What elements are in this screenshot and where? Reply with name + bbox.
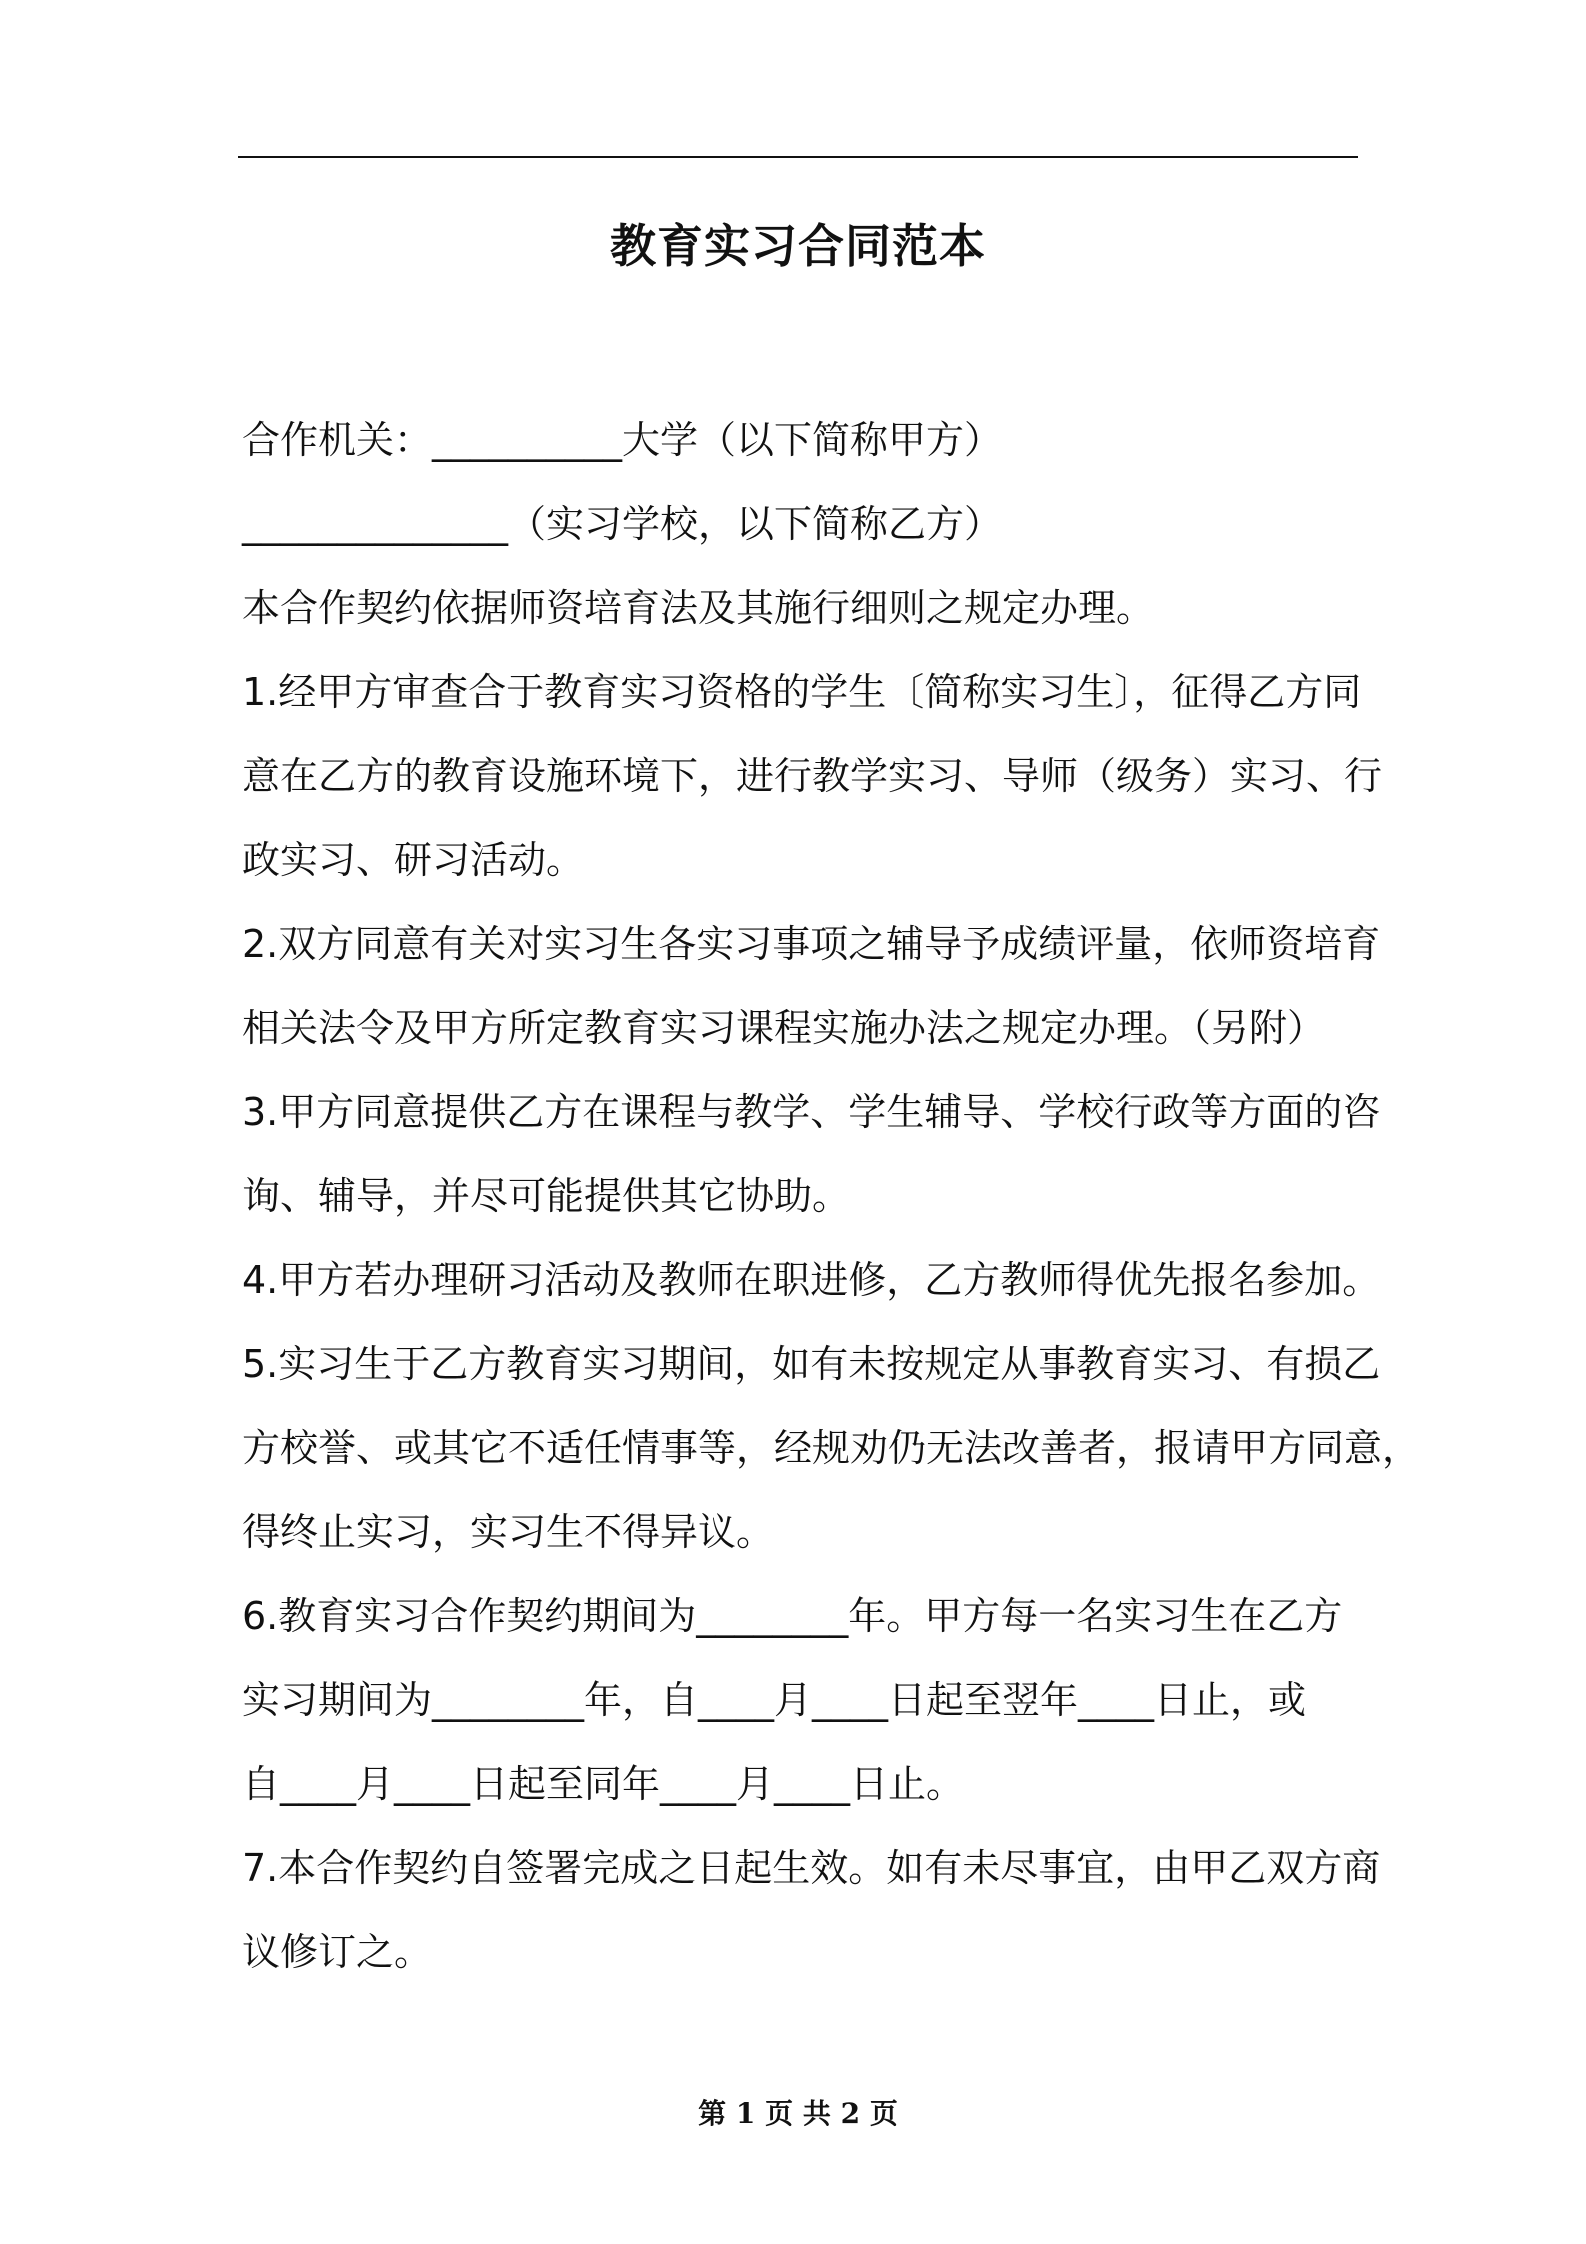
text-line-clause-6c: 自____月____日起至同年____月____日止。 bbox=[242, 1762, 965, 1806]
text-line-clause-5a: 5.实习生于乙方教育实习期间，如有未按规定从事教育实习、有损乙 bbox=[242, 1342, 1381, 1386]
document-title: 教育实习合同范本 bbox=[610, 219, 986, 273]
text-line-clause-5c: 得终止实习，实习生不得异议。 bbox=[242, 1510, 775, 1554]
text-line-clause-4: 4.甲方若办理研习活动及教师在职进修，乙方教师得优先报名参加。 bbox=[242, 1258, 1381, 1302]
text-line-clause-3a: 3.甲方同意提供乙方在课程与教学、学生辅导、学校行政等方面的咨 bbox=[242, 1090, 1381, 1134]
text-line-clause-7a: 7.本合作契约自签署完成之日起生效。如有未尽事宜，由甲乙双方商 bbox=[242, 1846, 1381, 1890]
text-line-clause-5b: 方校誉、或其它不适任情事等，经规劝仍无法改善者，报请甲方同意， bbox=[242, 1426, 1421, 1470]
text-line-clause-1b: 意在乙方的教育设施环境下，进行教学实习、导师（级务）实习、行 bbox=[242, 754, 1383, 798]
text-line-clause-1a: 1.经甲方审查合于教育实习资格的学生〔简称实习生〕，征得乙方同 bbox=[242, 670, 1362, 714]
contract-body bbox=[242, 398, 1421, 1994]
text-line-clause-6a: 6.教育实习合作契约期间为________年。甲方每一名实习生在乙方 bbox=[242, 1594, 1343, 1638]
text-line-clause-7b: 议修订之。 bbox=[242, 1930, 433, 1974]
text-line-clause-1c: 政实习、研习活动。 bbox=[242, 838, 585, 882]
text-line-legal-basis: 本合作契约依据师资培育法及其施行细则之规定办理。 bbox=[242, 586, 1155, 630]
text-line-cooperating-agency: 合作机关：__________大学（以下简称甲方） bbox=[242, 418, 1003, 462]
text-line-clause-2b: 相关法令及甲方所定教育实习课程实施办法之规定办理。（另附） bbox=[242, 1006, 1326, 1050]
text-line-clause-3b: 询、辅导，并尽可能提供其它协助。 bbox=[242, 1174, 851, 1218]
text-line-internship-school: ______________（实习学校，以下简称乙方） bbox=[242, 502, 1003, 546]
header-rule bbox=[238, 156, 1358, 158]
page-number: 第 1 页 共 2 页 bbox=[698, 2097, 898, 2130]
text-line-clause-2a: 2.双方同意有关对实习生各实习事项之辅导予成绩评量，依师资培育 bbox=[242, 922, 1381, 966]
text-line-clause-6b: 实习期间为________年，自____月____日起至翌年____日止，或 bbox=[242, 1678, 1307, 1722]
